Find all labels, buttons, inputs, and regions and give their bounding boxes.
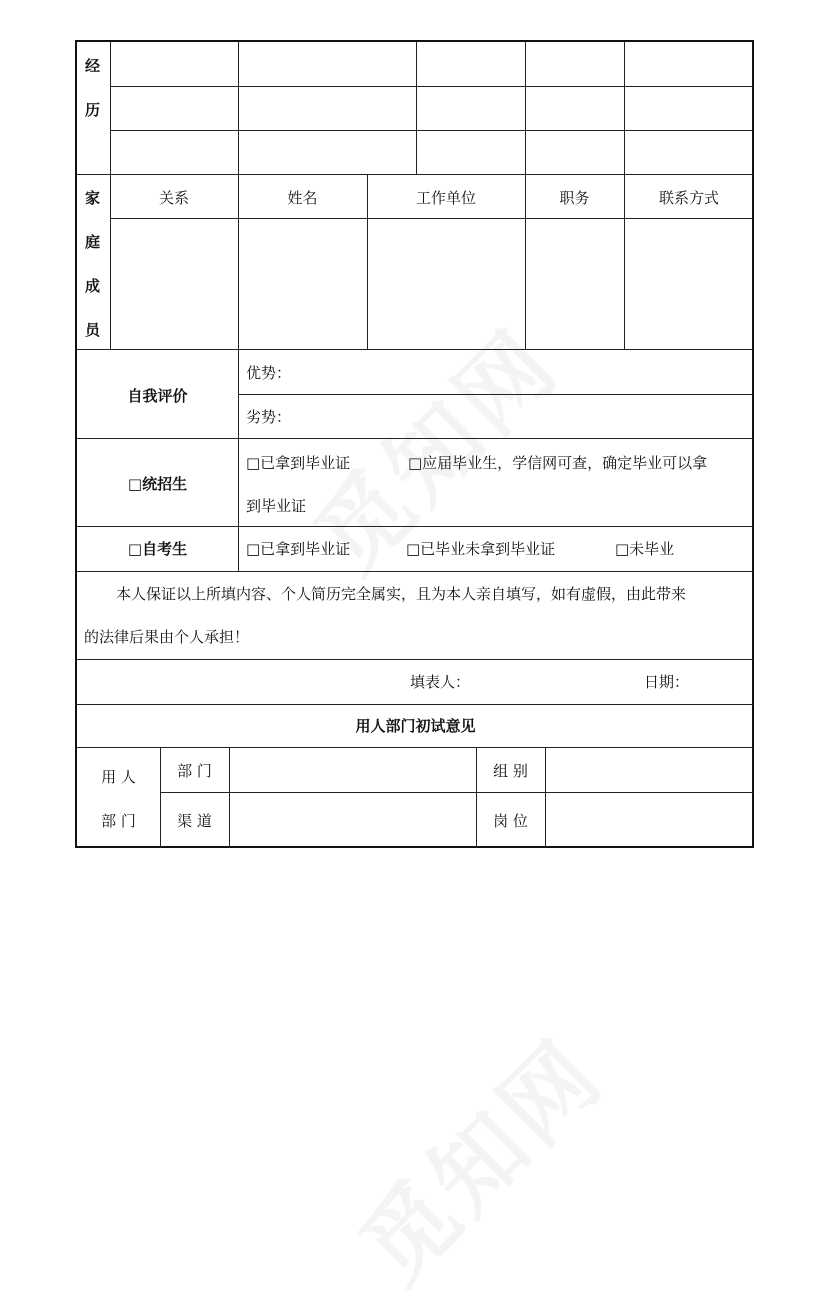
family-label-1: 家 [85, 189, 101, 207]
header-name: 姓名 [287, 189, 318, 207]
form-table [75, 40, 754, 848]
header-contact: 联系方式 [658, 189, 719, 207]
header-employer: 工作单位 [415, 189, 476, 207]
group-label: 组 别 [493, 762, 528, 780]
family-label-2: 庭 [85, 233, 101, 251]
self-study-opt-no-certificate[interactable]: □已毕业未拿到毕业证 [406, 540, 556, 558]
unified-opt-graduate-line1[interactable]: □应届毕业生，学信网可查，确定毕业可以拿 [408, 454, 708, 472]
unified-opt-certificate[interactable]: □已拿到毕业证 [246, 454, 351, 472]
dept-opinion-title: 用人部门初试意见 [355, 717, 476, 735]
declaration-line1: 本人保证以上所填内容、个人简历完全属实，且为本人亲自填写，如有虚假，由此带来 [116, 585, 687, 603]
self-study-opt-not-graduated[interactable]: □未毕业 [615, 540, 675, 558]
self-eval-label: 自我评价 [127, 387, 188, 405]
post-label: 岗 位 [493, 812, 528, 830]
experience-label-2: 历 [85, 101, 101, 119]
declaration-line2: 的法律后果由个人承担！ [84, 628, 250, 646]
dept-side-label-1: 用 人 [101, 768, 136, 786]
self-study-checkbox[interactable]: □自考生 [127, 540, 188, 558]
self-study-opt-certificate[interactable]: □已拿到毕业证 [246, 540, 351, 558]
header-position: 职务 [559, 189, 590, 207]
header-relation: 关系 [158, 189, 189, 207]
weaknesses-label: 劣势： [246, 408, 292, 426]
strengths-label: 优势： [246, 364, 292, 382]
channel-label: 渠 道 [177, 812, 212, 830]
filler-label: 填表人： [410, 673, 471, 691]
family-label-3: 成 [85, 277, 101, 295]
watermark-lower [326, 1005, 627, 1306]
unified-admission-checkbox[interactable]: □统招生 [127, 475, 188, 493]
family-label-4: 员 [85, 321, 101, 339]
date-label: 日期： [644, 673, 690, 691]
dept-side-label-2: 部 门 [101, 812, 136, 830]
experience-label-1: 经 [85, 57, 101, 75]
dept-label: 部 门 [177, 762, 212, 780]
unified-opt-graduate-line2: 到毕业证 [246, 497, 307, 515]
